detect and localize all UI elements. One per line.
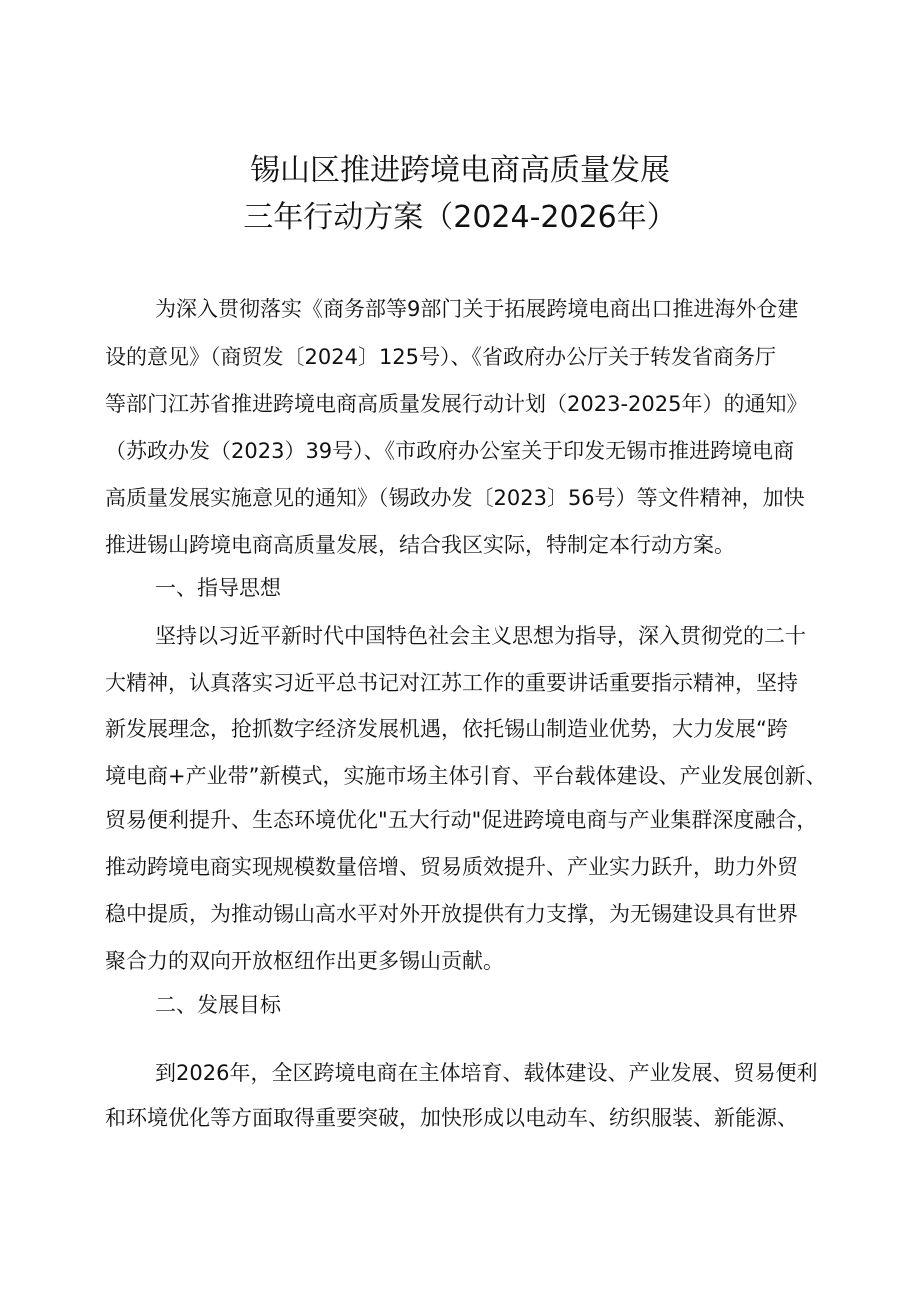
intro-line: 高质量发展实施意见的通知》（锡政办发〔2023〕56号）等文件精神，加快 [105,486,805,510]
section-1-line: 推动跨境电商实现规模数量倍增、贸易质效提升、产业实力跃升，助力外贸 [105,855,798,879]
intro-line: （苏政办发（2023）39号）、《市政府办公室关于印发无锡市推进跨境电商 [105,439,795,463]
section-2-line: 和环境优化等方面取得重要突破，加快形成以电动车、纺织服装、新能源、 [105,1106,798,1130]
intro-line: 设的意见》（商贸发〔2024〕125号）、《省政府办公厅关于转发省商务厅 [105,345,777,369]
section-heading-guiding-ideology: 一、指导思想 [155,576,281,600]
section-1-line: 贸易便利提升、生态环境优化"五大行动"促进跨境电商与产业集群深度融合， [105,808,818,832]
section-1-line: 大精神，认真落实习近平总书记对江苏工作的重要讲话重要指示精神，坚持 [105,671,798,695]
section-1-line: 聚合力的双向开放枢纽作出更多锡山贡献。 [105,949,504,973]
section-2-line: 到2026年，全区跨境电商在主体培育、载体建设、产业发展、贸易便利 [155,1061,818,1085]
document-title-line-2: 三年行动方案（2024-2026年） [243,200,677,235]
section-1-line: 境电商+产业带”新模式，实施市场主体引育、平台载体建设、产业发展创新、 [105,764,827,788]
intro-line: 推进锡山跨境电商高质量发展，结合我区实际，特制定本行动方案。 [105,533,735,557]
document-title-line-1: 锡山区推进跨境电商高质量发展 [250,153,670,188]
section-heading-development-goals: 二、发展目标 [155,993,281,1017]
section-1-line: 新发展理念，抢抓数字经济发展机遇，依托锡山制造业优势，大力发展“跨 [105,717,788,741]
intro-line: 为深入贯彻落实《商务部等9部门关于拓展跨境电商出口推进海外仓建 [155,297,799,321]
section-1-line: 稳中提质，为推动锡山高水平对外开放提供有力支撑，为无锡建设具有世界 [105,902,798,926]
section-1-line: 坚持以习近平新时代中国特色社会主义思想为指导，深入贯彻党的二十 [155,624,806,648]
intro-line: 等部门江苏省推进跨境电商高质量发展行动计划（2023-2025年）的通知》 [105,392,808,416]
